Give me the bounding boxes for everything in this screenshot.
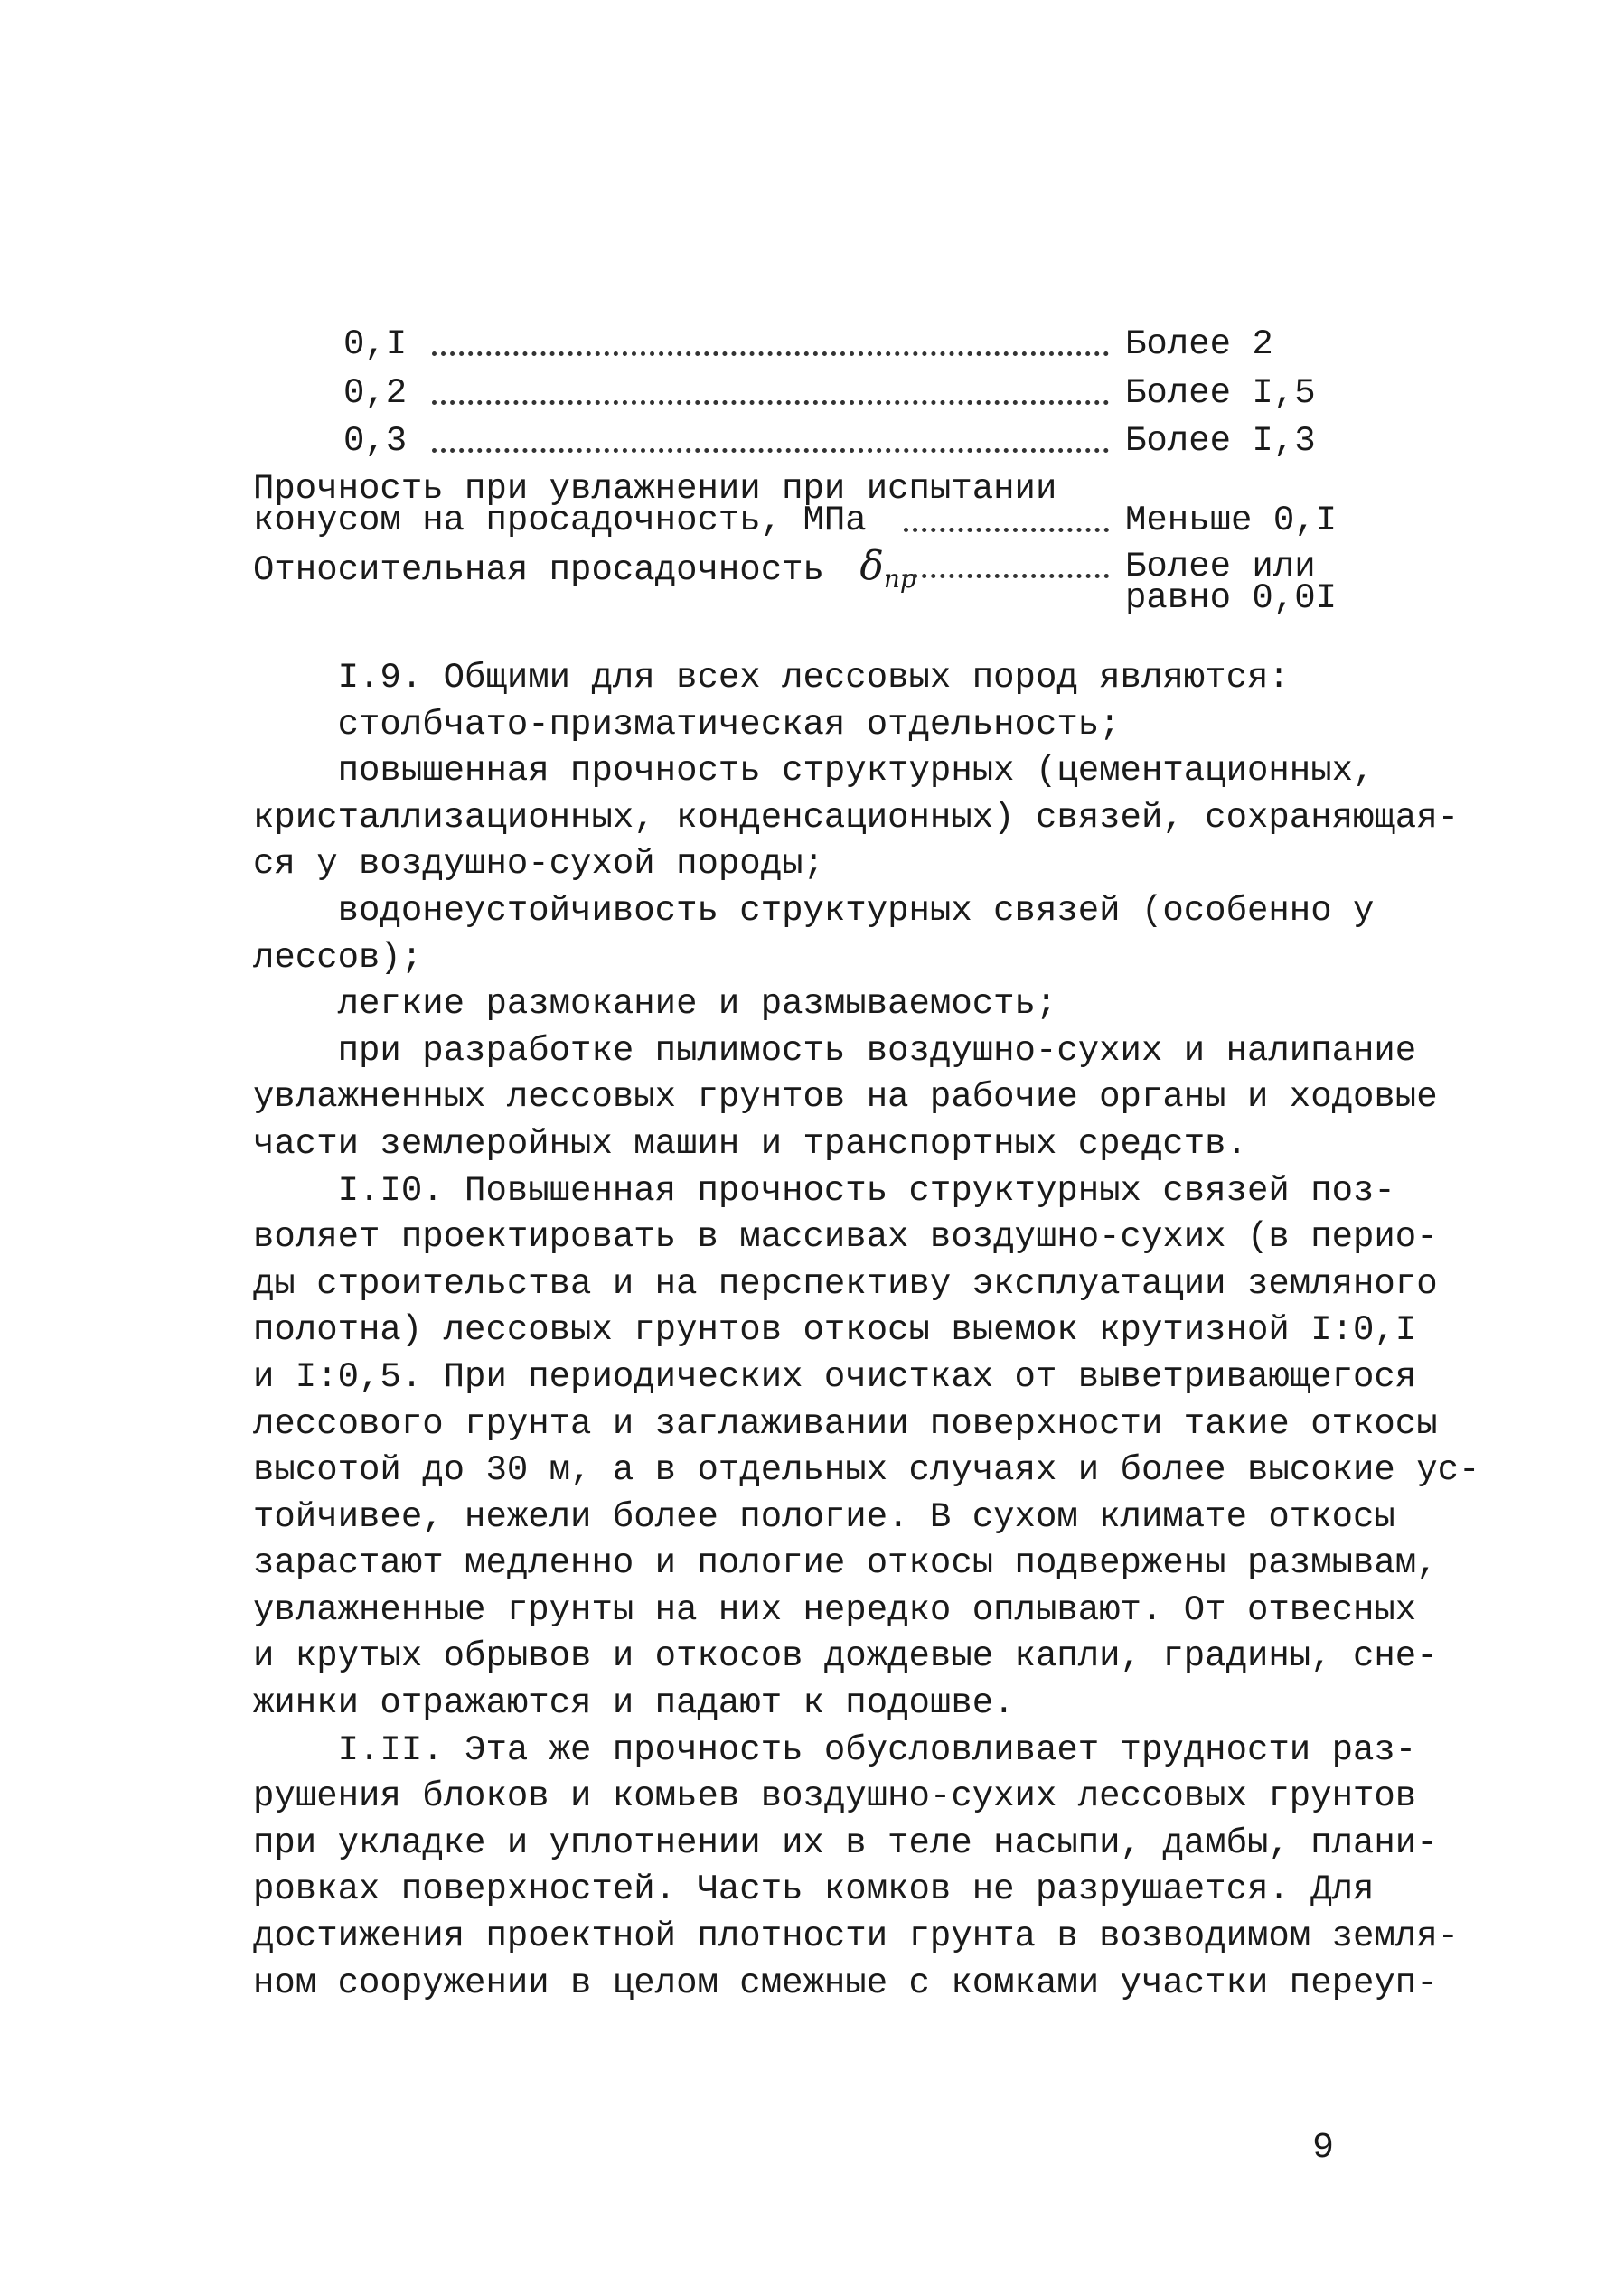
- text-line: увлажненных лессовых грунтов на рабочие органы и ходовые: [253, 1077, 1438, 1118]
- table-row: [0, 370, 1615, 416]
- text-line: легкие размокание и размываемость;: [253, 984, 1057, 1025]
- text-line: рушения блоков и комьев воздушно-сухих лессовых грунтов: [253, 1776, 1417, 1817]
- row-label: 0,2: [343, 373, 408, 413]
- text-line: и крутых обрывов и откосов дождевые капли, градины, сне-: [253, 1636, 1438, 1677]
- text-line: столбчато-призматическая отдельность;: [253, 704, 1121, 745]
- row-label: 0,3: [343, 421, 408, 461]
- table-row-subsidence: [0, 543, 1615, 594]
- text-line: I.II. Эта же прочность обусловливает трудности раз-: [253, 1729, 1417, 1770]
- text-line: лессов);: [253, 937, 423, 978]
- leader-dots: [432, 351, 1109, 356]
- text-line: тойчивее, нежели более пологие. В сухом климате откосы: [253, 1496, 1395, 1537]
- text-line: повышенная прочность структурных (цементационных,: [253, 751, 1375, 792]
- leader-dots: [904, 574, 1109, 578]
- text-line: водонеустойчивость структурных связей (особенно у: [253, 890, 1375, 931]
- text-line: увлажненные грунты на них нередко оплывают. От отвесных: [253, 1589, 1417, 1630]
- text-line: жинки отражаются и падают к подошве.: [253, 1683, 1015, 1724]
- strength-label-line-1: Прочность при увлажнении при испытании: [253, 469, 1057, 509]
- text-line: полотна) лессовых грунтов откосы выемок крутизной I:0,I: [253, 1310, 1417, 1351]
- text-line: ном сооружении в целом смежные с комками участки переуп-: [253, 1963, 1438, 2003]
- text-line: при разработке пылимость воздушно-сухих и налипание: [253, 1030, 1417, 1071]
- text-line: лессового грунта и заглаживании поверхности такие откосы: [253, 1403, 1438, 1444]
- text-line: I.I0. Повышенная прочность структурных связей поз-: [253, 1170, 1395, 1211]
- table-row: [0, 322, 1615, 367]
- text-line: и I:0,5. При периодических очистках от выветривающегося: [253, 1356, 1417, 1397]
- strength-value: Меньше 0,I: [1125, 501, 1338, 540]
- text-line: части землеройных машин и транспортных средств.: [253, 1123, 1247, 1164]
- subsidence-value-line-1: Более или: [1125, 547, 1316, 586]
- leader-dots: [904, 528, 1109, 532]
- text-line: при укладке и уплотнении их в теле насыпи, дамбы, плани-: [253, 1823, 1438, 1863]
- text-line: зарастают медленно и пологие откосы подвержены размывам,: [253, 1543, 1438, 1584]
- delta-symbol: δ: [859, 543, 884, 589]
- subsidence-label: Относительная просадочность $\delta_{пр}$: [253, 543, 916, 594]
- text-line: воляет проектировать в массивах воздушно-сухих (в перио-: [253, 1217, 1438, 1258]
- table-row: [0, 418, 1615, 464]
- text-line: кристаллизационных, конденсационных) связей, сохраняющая-: [253, 797, 1460, 838]
- row-value: Более I,3: [1125, 421, 1316, 461]
- text-line: ды строительства и на перспективу эксплуатации земляного: [253, 1263, 1438, 1304]
- subsidence-value-line-2: равно 0,0I: [1125, 578, 1338, 618]
- row-value: Более 2: [1125, 324, 1273, 364]
- table-row-strength: [0, 498, 1615, 543]
- row-label: 0,I: [343, 324, 408, 364]
- row-value: Более I,5: [1125, 373, 1316, 413]
- leader-dots: [432, 400, 1109, 405]
- page-number: 9: [1312, 2128, 1335, 2169]
- leader-dots: [432, 448, 1109, 453]
- text-line: высотой до 30 м, а в отдельных случаях и более высокие ус-: [253, 1450, 1480, 1491]
- text-line: I.9. Общими для всех лессовых пород являются:: [253, 658, 1290, 698]
- subscript: пр: [883, 563, 916, 594]
- text-line: ся у воздушно-сухой породы;: [253, 844, 824, 885]
- text-line: ровках поверхностей. Часть комков не разрушается. Для: [253, 1870, 1375, 1910]
- body-text: [253, 655, 1480, 2007]
- text-line: достижения проектной плотности грунта в возводимом земля-: [253, 1916, 1460, 1957]
- strength-label-line-2: конусом на просадочность, МПа: [253, 501, 867, 540]
